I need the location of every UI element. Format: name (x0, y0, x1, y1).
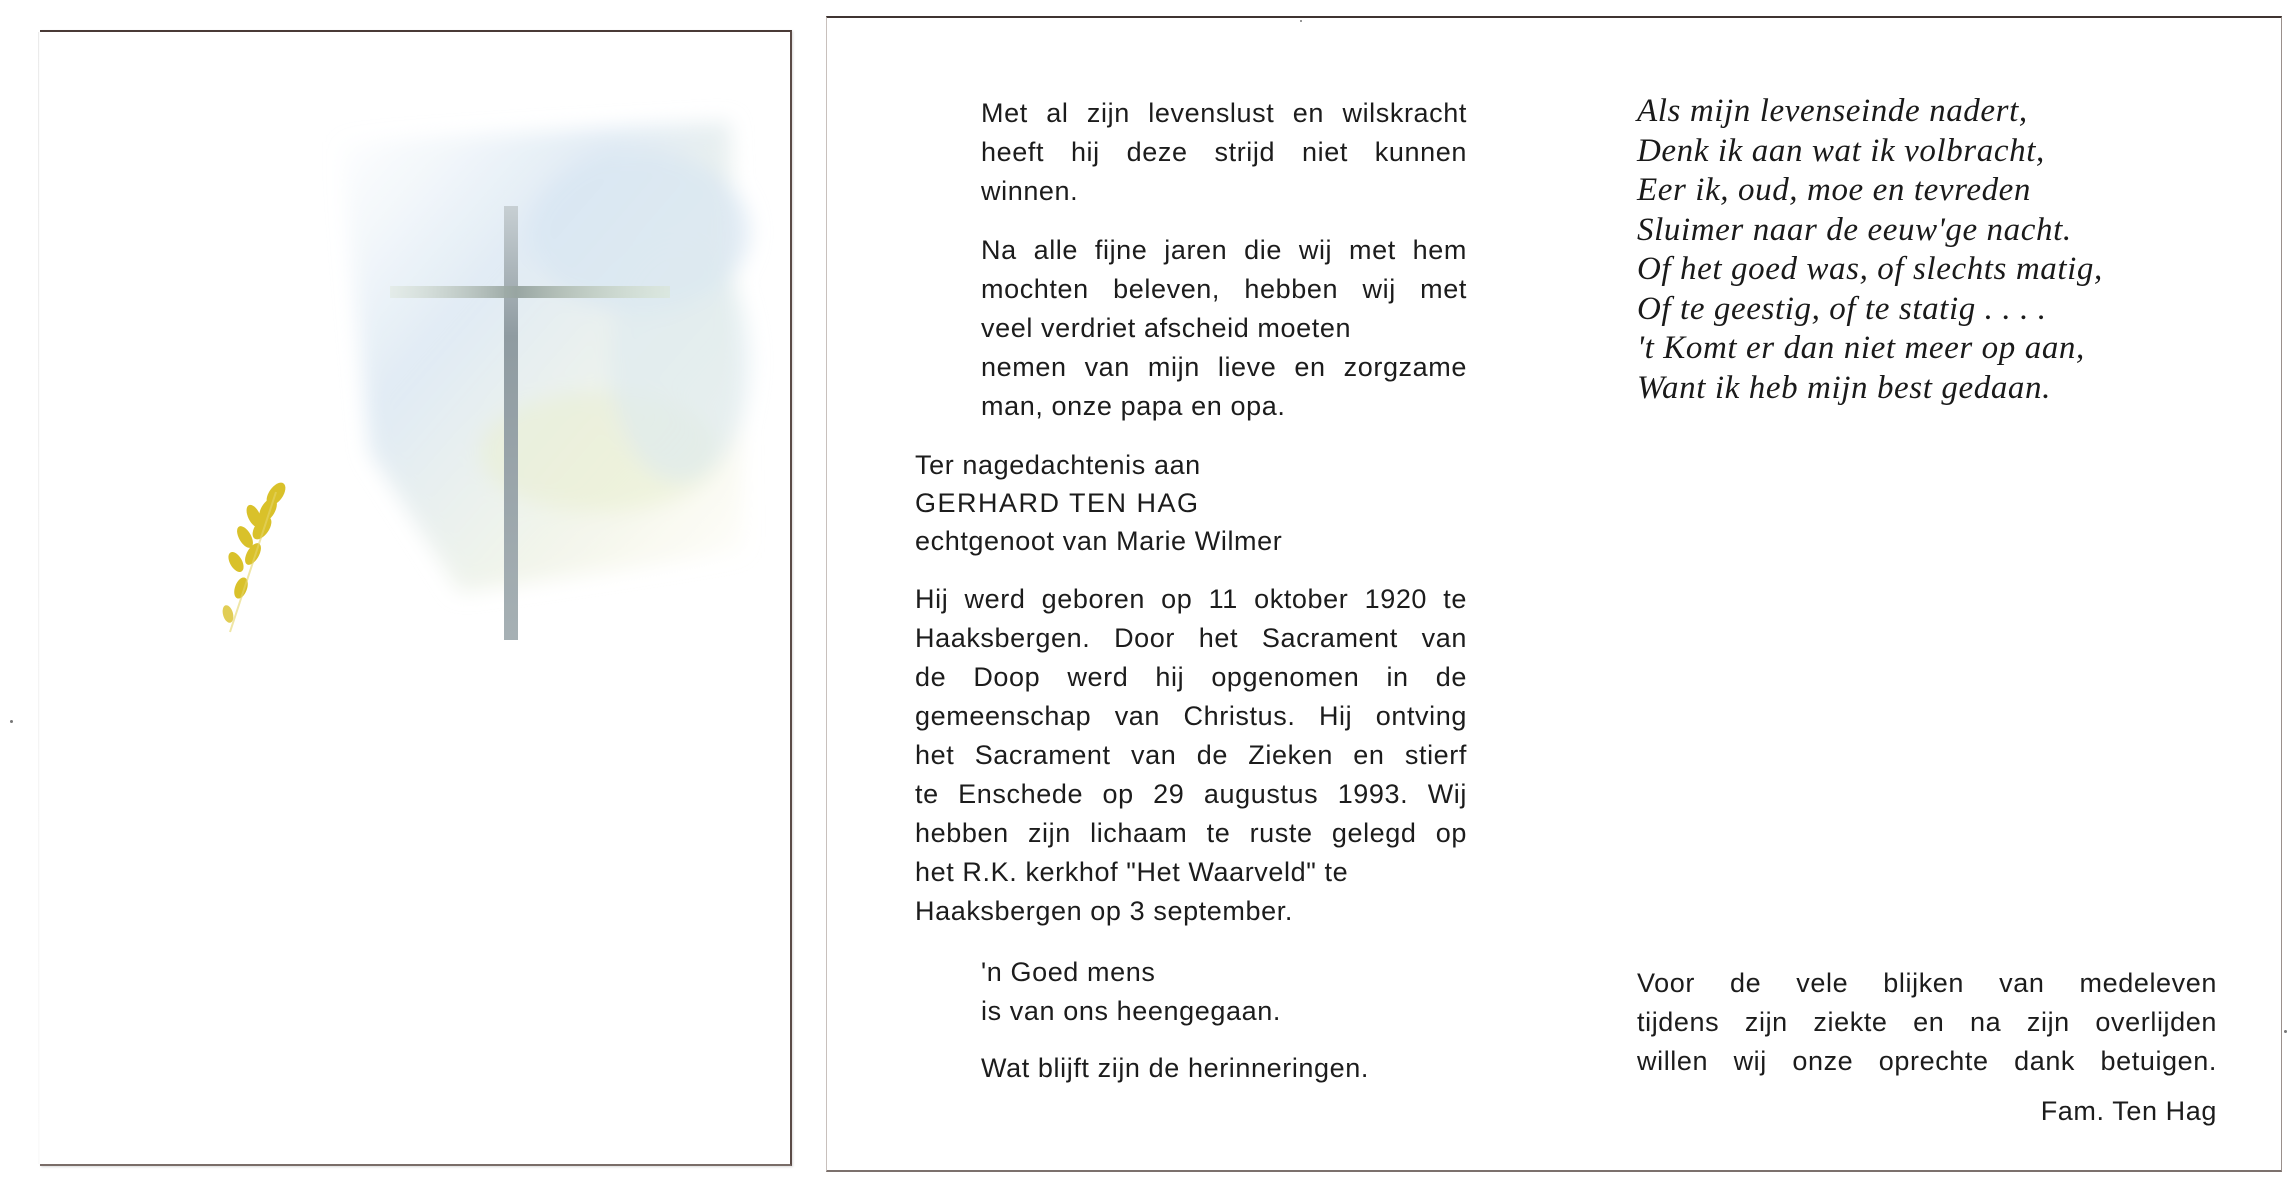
bio-line: het Sacrament van de Zieken en stierf (915, 740, 1467, 770)
spouse-line: echtgenoot van Marie Wilmer (915, 526, 1283, 556)
bio-line: gemeenschap van Christus. Hij ontving (915, 701, 1467, 731)
inner-card (826, 16, 2282, 1172)
card-edge-shadow (38, 32, 39, 1164)
memorial-heading: Ter nagedachtenis aan (915, 450, 1201, 480)
wheat-sprig-icon (221, 479, 289, 632)
bio-line: het R.K. kerkhof "Het Waarveld" te (915, 857, 1349, 887)
intro-line: heeft hij deze strijd niet kunnen (981, 137, 1467, 167)
farewell-line: veel verdriet afscheid moeten (981, 313, 1352, 343)
poem-line: 't Komt er dan niet meer op aan, (1637, 330, 2085, 366)
scan-speck (1300, 20, 1302, 22)
poem (1637, 92, 2217, 408)
thanks-line: Voor de vele blijken van medeleven (1637, 968, 2217, 998)
bio-line: Haaksbergen op 3 september. (915, 896, 1293, 926)
closing-final-line: Wat blijft zijn de herinneringen. (981, 1053, 1369, 1083)
thanks-line: willen wij onze oprechte dank betuigen. (1637, 1046, 2217, 1076)
poem-line: Want ik heb mijn best gedaan. (1637, 369, 2051, 406)
farewell-line: Na alle fijne jaren die wij met hem (981, 235, 1467, 265)
biography-paragraph (915, 580, 1467, 931)
closing-line: is van ons heengegaan. (981, 996, 1281, 1026)
closing-line: 'n Goed mens (981, 957, 1156, 987)
thanks-paragraph (1637, 964, 2217, 1081)
farewell-line: mochten beleven, hebben wij met (981, 274, 1467, 304)
intro-line: winnen. (981, 176, 1079, 206)
poem-line: Sluimer naar de eeuw'ge nacht. (1637, 211, 2072, 248)
poem-line: Of te geestig, of te statig . . . . (1637, 290, 2047, 327)
intro-line: Met al zijn levenslust en wilskracht (981, 98, 1467, 128)
bio-line: hebben zijn lichaam te ruste gelegd op (915, 818, 1467, 848)
thanks-line: tijdens zijn ziekte en na zijn overlijden (1637, 1007, 2217, 1037)
bio-line: Hij werd geboren op 11 oktober 1920 te (915, 584, 1467, 614)
poem-line: Denk ik aan wat ik volbracht, (1637, 132, 2045, 169)
closing-verse (981, 953, 1467, 1031)
bio-line: te Enschede op 29 augustus 1993. Wij (915, 779, 1467, 809)
family-signature: Fam. Ten Hag (2040, 1096, 2217, 1126)
left-text-column (915, 94, 1467, 1088)
farewell-line: nemen van mijn lieve en zorgzame (981, 352, 1467, 382)
intro-paragraph (981, 94, 1467, 211)
memorial-block (915, 446, 1467, 560)
poem-line: Als mijn levenseinde nadert, (1637, 93, 2028, 129)
bio-line: Haaksbergen. Door het Sacrament van (915, 623, 1467, 653)
deceased-name: GERHARD TEN HAG (915, 488, 1200, 518)
poem-line: Of het goed was, of slechts matig, (1637, 251, 2103, 287)
farewell-paragraph (981, 231, 1467, 426)
front-card (40, 30, 792, 1166)
front-artwork (40, 32, 790, 1164)
scan-speck (2284, 1030, 2287, 1033)
watercolor-wash (340, 122, 750, 592)
poem-line: Eer ik, oud, moe en tevreden (1637, 172, 2032, 208)
scan-speck (10, 720, 13, 723)
farewell-line: man, onze papa en opa. (981, 391, 1286, 421)
right-text-column (1637, 92, 2217, 408)
bio-line: de Doop werd hij opgenomen in de (915, 662, 1467, 692)
